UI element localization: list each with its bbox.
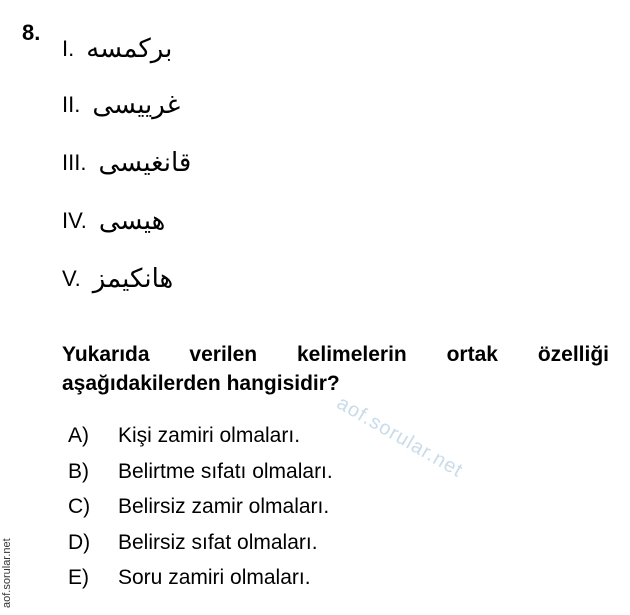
option-e-text: Soru zamiri olmaları. <box>118 566 311 589</box>
option-b-letter: B) <box>68 460 89 483</box>
option-c-letter: C) <box>68 495 91 518</box>
item-2-word: غرییسی <box>92 90 181 120</box>
option-a-letter: A) <box>68 424 89 447</box>
option-d[interactable] <box>68 531 318 555</box>
watermark: aof.sorular.net <box>333 392 467 482</box>
option-d-letter: D) <box>68 531 91 554</box>
option-e-letter: E) <box>68 566 89 589</box>
option-d-text: Belirsiz sıfat olmaları. <box>118 531 318 554</box>
item-1 <box>62 34 172 64</box>
option-e[interactable] <box>68 566 311 590</box>
option-b[interactable] <box>68 460 333 484</box>
item-5-numeral: V. <box>62 266 81 291</box>
item-1-numeral: I. <box>62 36 75 61</box>
item-3 <box>62 148 191 178</box>
item-2-numeral: II. <box>62 92 81 117</box>
question-stem <box>62 340 609 398</box>
item-2 <box>62 90 180 120</box>
item-1-word: برکمسه <box>86 34 173 64</box>
option-a-text: Kişi zamiri olmaları. <box>118 424 301 447</box>
item-5-word: هانکیمز <box>92 264 174 294</box>
item-3-word: قانغیسی <box>98 148 192 178</box>
question-stem-line-2: aşağıdakilerden hangisidir? <box>62 372 340 395</box>
item-5 <box>62 264 173 294</box>
item-4 <box>62 206 165 236</box>
side-watermark-text: aof.sorular.net <box>1 538 13 608</box>
option-c-text: Belirsiz zamir olmaları. <box>118 495 330 518</box>
option-c[interactable] <box>68 495 329 519</box>
question-number: 8. <box>22 20 41 45</box>
option-b-text: Belirtme sıfatı olmaları. <box>118 460 333 483</box>
item-4-numeral: IV. <box>62 208 87 233</box>
side-watermark <box>1 508 15 608</box>
option-a[interactable] <box>68 424 300 448</box>
item-3-numeral: III. <box>62 150 87 175</box>
question-stem-line-1: Yukarıda verilen kelimelerin ortak özelliği <box>62 343 609 366</box>
item-4-word: هیسی <box>98 206 166 236</box>
